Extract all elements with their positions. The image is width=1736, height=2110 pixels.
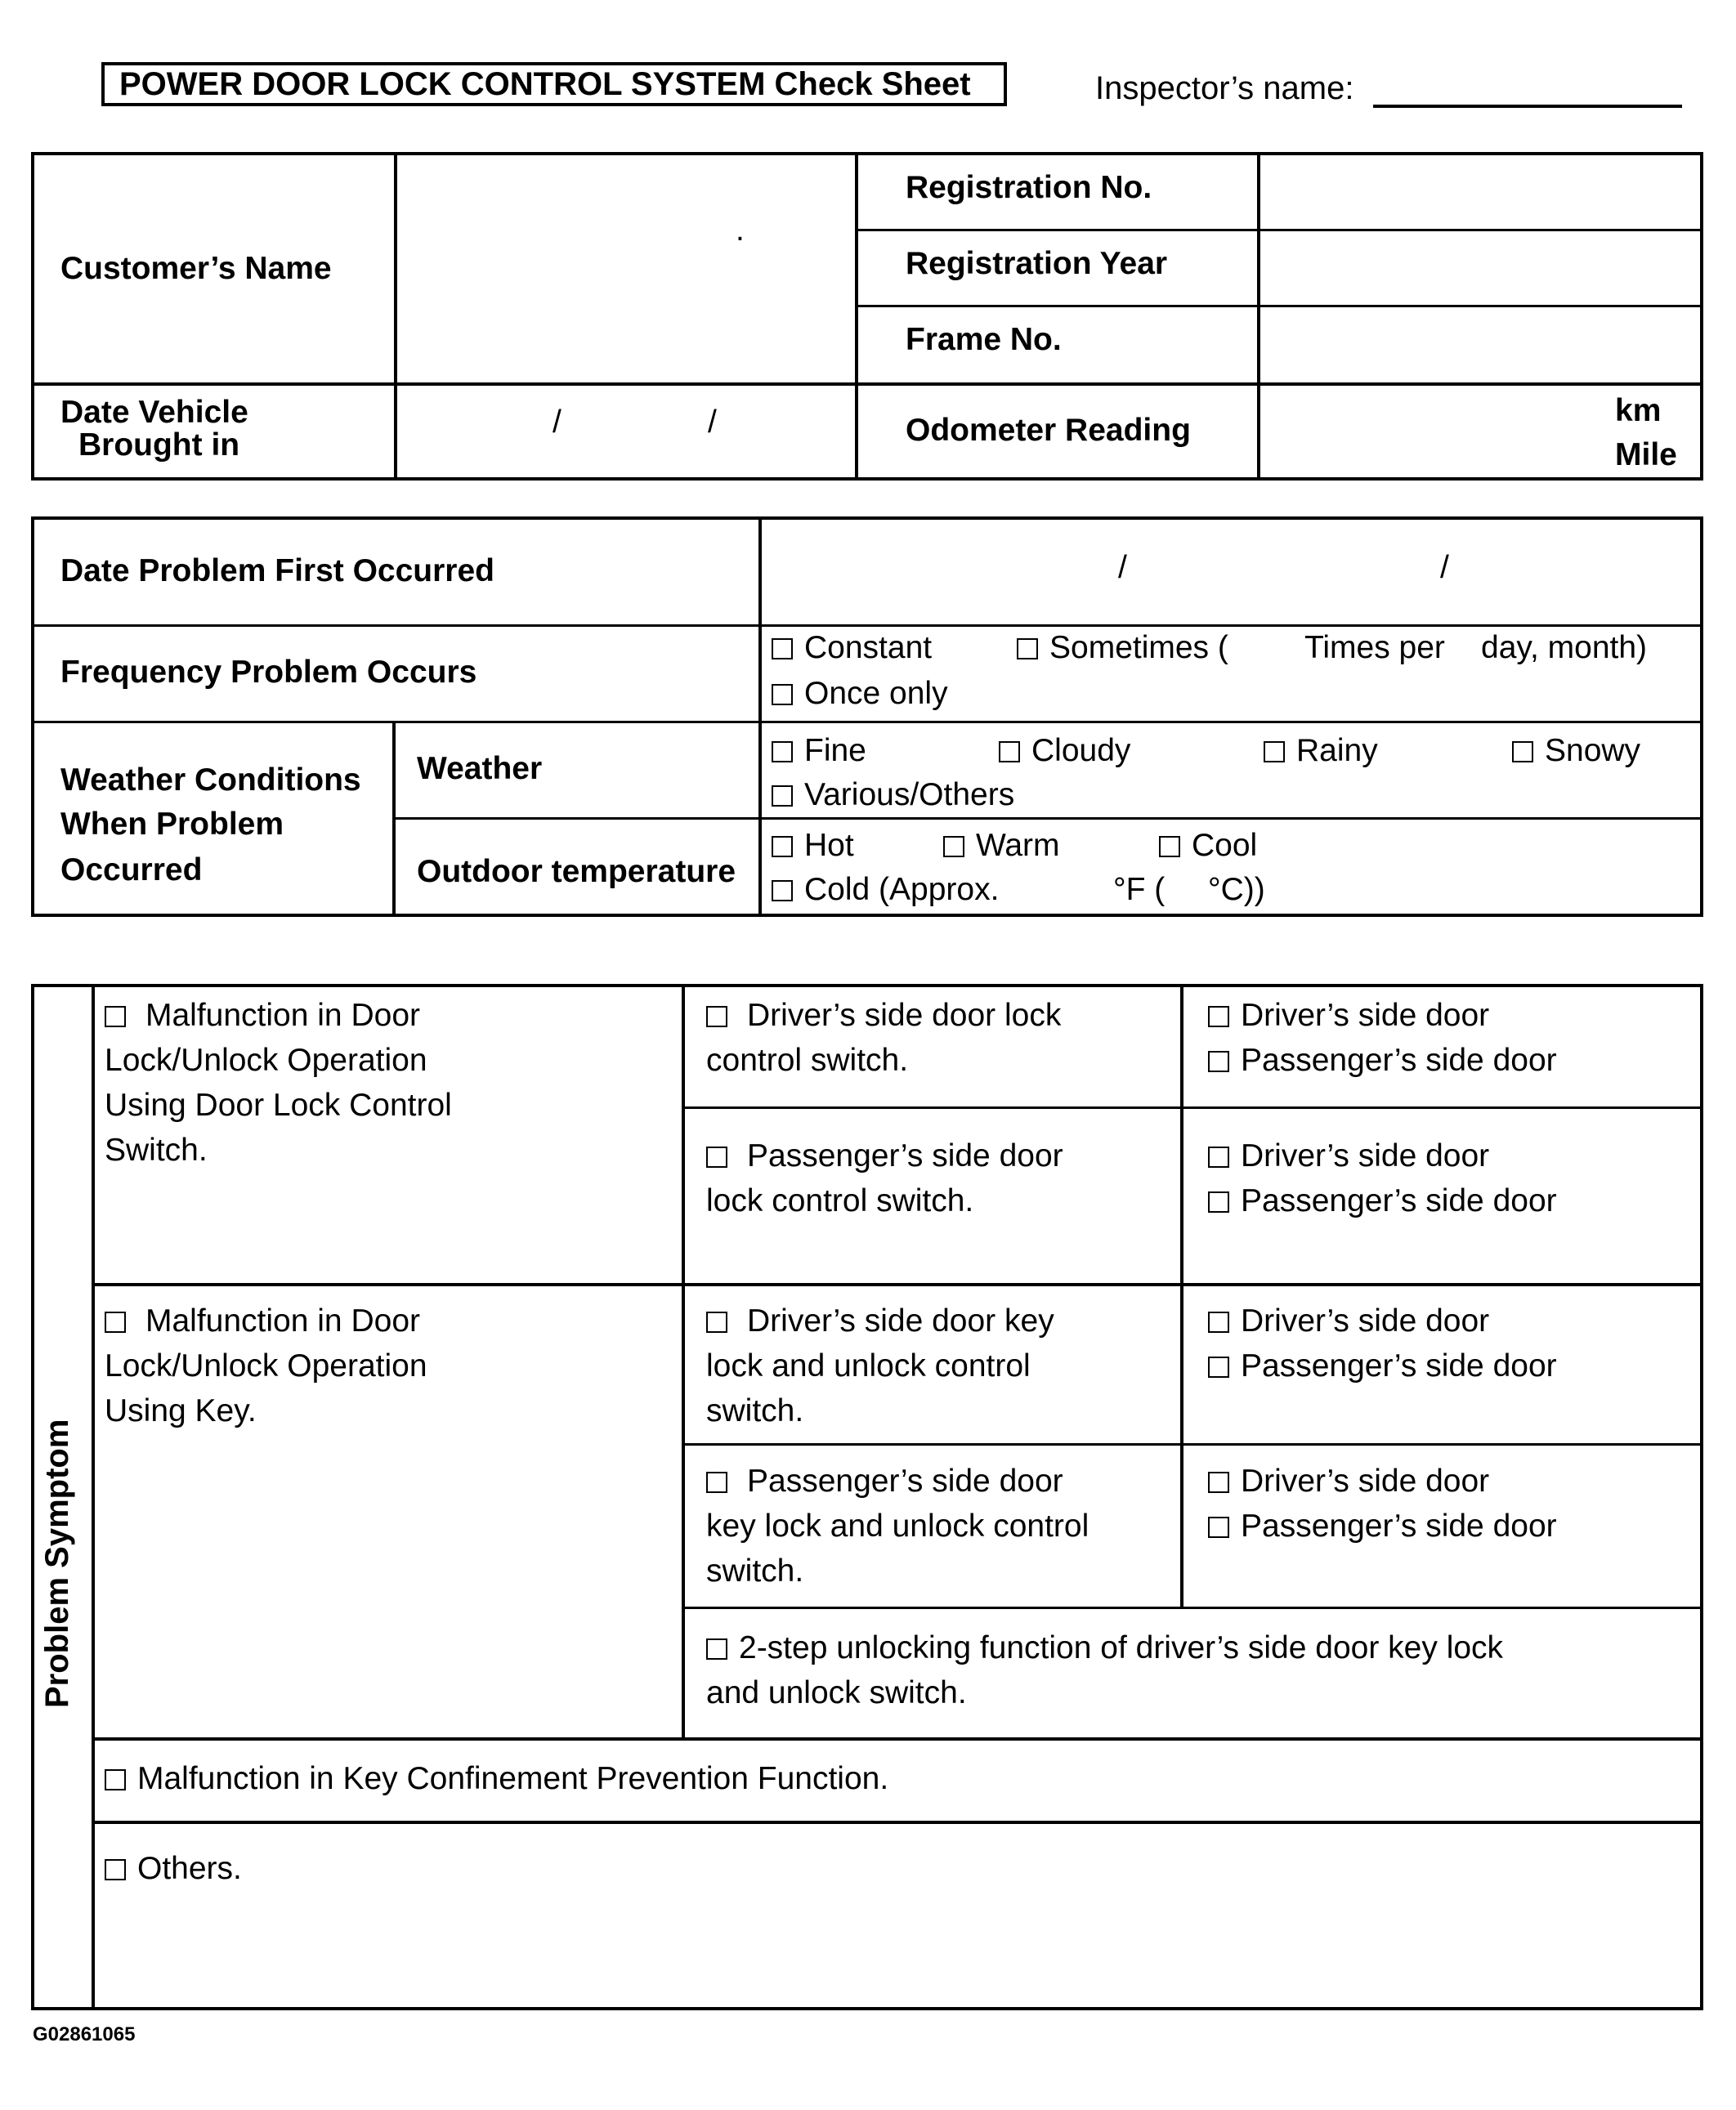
checkbox-icon[interactable] <box>706 1147 727 1168</box>
date-brought-in-label-2: Brought in <box>78 427 240 463</box>
checkbox-icon[interactable] <box>772 741 793 762</box>
weather-various-option[interactable]: Various/Others <box>772 773 1014 817</box>
weather-snowy-option[interactable]: Snowy <box>1512 729 1640 773</box>
customer-name-dot: . <box>736 212 745 248</box>
outdoor-temp-label: Outdoor temperature <box>417 854 736 889</box>
checkbox-icon[interactable] <box>105 1312 126 1333</box>
date-brought-in-label-1: Date Vehicle <box>60 395 248 430</box>
sheet-title: POWER DOOR LOCK CONTROL SYSTEM Check Sheet <box>101 62 1007 106</box>
checkbox-icon[interactable] <box>1208 1357 1229 1378</box>
checkbox-icon[interactable] <box>772 684 793 705</box>
weather-cond-label-3: Occurred <box>60 852 203 887</box>
checkbox-icon[interactable] <box>1208 1191 1229 1213</box>
checkbox-icon[interactable] <box>105 1769 126 1790</box>
odometer-label: Odometer Reading <box>906 413 1191 448</box>
date-first-occurred-label: Date Problem First Occurred <box>60 553 494 588</box>
weather-cloudy-option[interactable]: Cloudy <box>999 729 1130 773</box>
date-brought-slash-1: / <box>553 405 562 440</box>
checkbox-icon[interactable] <box>706 1638 727 1660</box>
checkbox-icon[interactable] <box>706 1312 727 1333</box>
temp-f-unit: °F ( <box>1113 872 1166 907</box>
inspector-label: Inspector’s name: <box>1095 70 1354 106</box>
temp-warm-option[interactable]: Warm <box>943 824 1060 868</box>
temp-hot-option[interactable]: Hot <box>772 824 854 868</box>
freq-day-month: day, month) <box>1481 630 1648 665</box>
checkbox-icon[interactable] <box>1208 1051 1229 1072</box>
door-driver-option-1[interactable]: Driver’s side door <box>1208 994 1489 1038</box>
frame-no-label: Frame No. <box>906 322 1062 357</box>
customer-name-label: Customer’s Name <box>60 251 332 286</box>
checkbox-icon[interactable] <box>1208 1006 1229 1027</box>
registration-no-label: Registration No. <box>906 170 1152 205</box>
weather-cond-label-2: When Problem <box>60 807 284 842</box>
weather-fine-option[interactable]: Fine <box>772 729 866 773</box>
checkbox-icon[interactable] <box>772 785 793 807</box>
date-first-slash-1: / <box>1118 550 1127 585</box>
problem-symptom-label: Problem Symptom <box>39 1419 75 1708</box>
checkbox-icon[interactable] <box>1208 1517 1229 1538</box>
freq-sometimes-option[interactable]: Sometimes ( <box>1017 626 1228 670</box>
key-confinement-option[interactable]: Malfunction in Key Confinement Prevention Function. <box>105 1757 888 1801</box>
temp-cool-option[interactable]: Cool <box>1159 824 1257 868</box>
weather-cond-label-1: Weather Conditions <box>60 762 361 798</box>
door-driver-option-4[interactable]: Driver’s side door <box>1208 1460 1489 1504</box>
registration-year-label: Registration Year <box>906 246 1168 281</box>
checkbox-icon[interactable] <box>105 1859 126 1880</box>
temp-cold-option[interactable]: Cold (Approx. <box>772 868 999 912</box>
weather-label: Weather <box>417 751 543 786</box>
date-brought-slash-2: / <box>708 405 717 440</box>
checkbox-icon[interactable] <box>1017 638 1038 659</box>
checkbox-icon[interactable] <box>772 880 793 901</box>
freq-once-option[interactable]: Once only <box>772 672 948 716</box>
checkbox-icon[interactable] <box>1208 1312 1229 1333</box>
inspector-name-field[interactable] <box>1373 105 1682 108</box>
figure-code: G02861065 <box>33 2023 136 2045</box>
checkbox-icon[interactable] <box>772 638 793 659</box>
freq-constant-option[interactable]: Constant <box>772 626 932 670</box>
door-passenger-option-4[interactable]: Passenger’s side door <box>1208 1504 1557 1549</box>
checkbox-icon[interactable] <box>105 1006 126 1027</box>
others-option[interactable]: Others. <box>105 1847 242 1891</box>
door-driver-option-2[interactable]: Driver’s side door <box>1208 1134 1489 1178</box>
checkbox-icon[interactable] <box>1264 741 1285 762</box>
checkbox-icon[interactable] <box>943 836 964 857</box>
door-passenger-option-2[interactable]: Passenger’s side door <box>1208 1179 1557 1223</box>
door-driver-option-3[interactable]: Driver’s side door <box>1208 1299 1489 1343</box>
checkbox-icon[interactable] <box>706 1472 727 1493</box>
temp-c-unit: °C)) <box>1208 872 1265 907</box>
checkbox-icon[interactable] <box>1208 1472 1229 1493</box>
checkbox-icon[interactable] <box>1512 741 1533 762</box>
checkbox-icon[interactable] <box>1208 1147 1229 1168</box>
date-first-slash-2: / <box>1440 550 1449 585</box>
door-passenger-option-1[interactable]: Passenger’s side door <box>1208 1039 1557 1083</box>
door-passenger-option-3[interactable]: Passenger’s side door <box>1208 1344 1557 1388</box>
checkbox-icon[interactable] <box>706 1006 727 1027</box>
odometer-unit-mile: Mile <box>1615 437 1677 472</box>
checkbox-icon[interactable] <box>772 836 793 857</box>
checkbox-icon[interactable] <box>999 741 1020 762</box>
freq-times-per: Times per <box>1304 630 1445 665</box>
weather-rainy-option[interactable]: Rainy <box>1264 729 1378 773</box>
odometer-unit-km: km <box>1615 393 1662 428</box>
checkbox-icon[interactable] <box>1159 836 1180 857</box>
frequency-label: Frequency Problem Occurs <box>60 655 477 690</box>
